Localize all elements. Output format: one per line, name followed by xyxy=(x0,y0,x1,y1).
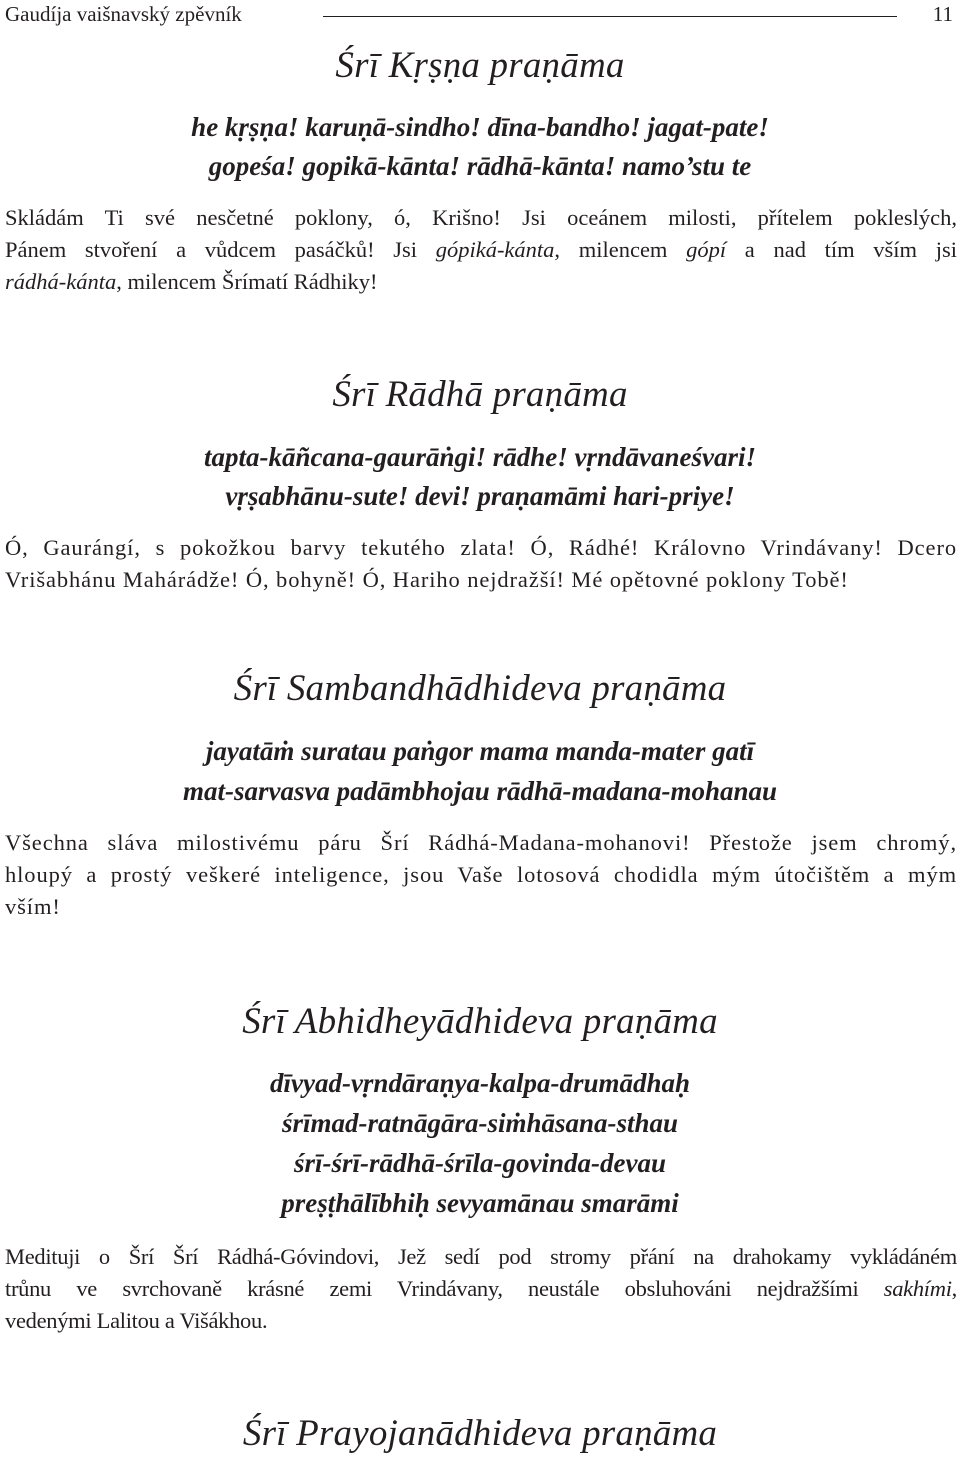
page-number: 11 xyxy=(932,2,953,26)
translation-line: Ó, Gaurángí, s pokožkou barvy tekutého zlata! Ó, Rádhé! Královno Vrindávany! Dcero xyxy=(5,535,957,560)
verse-line: śrī-śrī-rādhā-śrīla-govinda-devau xyxy=(293,1148,666,1178)
translation-line: Medituji o Šrí Šrí Rádhá-Góvindovi, Jež sedí pod stromy přání na drahokamy vykládáném xyxy=(5,1244,957,1269)
translation-paragraph xyxy=(5,202,957,298)
translation-line: vším! xyxy=(5,894,61,919)
translation-paragraph xyxy=(5,532,957,596)
translation-line: trůnu ve svrchovaně krásné zemi Vrindávany, neustále obsluhováni nejdražšími sakhími, xyxy=(5,1276,957,1301)
running-header xyxy=(5,0,955,34)
verse-line: śrīmad-ratnāgāra-siṁhāsana-sthau xyxy=(281,1108,679,1138)
verse-line: dīvyad-vṛndāraṇya-kalpa-drumādhaḥ xyxy=(269,1068,691,1098)
verse-line: preṣṭhālībhiḥ sevyamānau smarāmi xyxy=(281,1188,679,1218)
verse-line: vṛṣabhānu-sute! devi! praṇamāmi hari-priye! xyxy=(225,481,735,511)
verse-line: he kṛṣṇa! karuṇā-sindho! dīna-bandho! jagat-pate! xyxy=(191,112,769,142)
translation-line: Pánem stvoření a vůdcem pasáčků! Jsi gópiká-kánta, milencem gópí a nad tím vším jsi xyxy=(5,237,957,262)
translation-paragraph xyxy=(5,827,957,923)
translation-line: Skládám Ti své nesčetné poklony, ó, Krišno! Jsi oceánem milosti, přítelem pokleslých, xyxy=(5,205,957,230)
italic-term: rádhá-kánta xyxy=(5,269,117,294)
verse-line: mat-sarvasva padāmbhojau rādhā-madana-mohanau xyxy=(182,776,778,806)
section-heading: Śrī Abhidheyādhideva praṇāma xyxy=(242,1001,718,1042)
translation-paragraph xyxy=(5,1241,957,1337)
section-heading: Śrī Rādhā praṇāma xyxy=(332,374,628,415)
book-title: Gaudíja vaišnavský zpěvník xyxy=(5,2,242,26)
translation-line: Vrišabhánu Mahárádže! Ó, bohyně! Ó, Hariho nejdražší! Mé opětovné poklony Tobě! xyxy=(5,567,849,592)
verse-line: jayatāṁ suratau paṅgor mama manda-mater gatī xyxy=(205,736,755,766)
italic-term: gópí xyxy=(686,237,727,262)
italic-term: sakhími xyxy=(883,1276,952,1301)
section-heading: Śrī Kṛṣṇa praṇāma xyxy=(335,45,625,86)
translation-line: vedenými Lalitou a Višákhou. xyxy=(5,1308,268,1333)
verse-line: gopeśa! gopikā-kānta! rādhā-kānta! namo’stu te xyxy=(208,151,752,181)
verse-line: tapta-kāñcana-gaurāṅgi! rādhe! vṛndāvaneśvari! xyxy=(203,442,757,472)
section-heading: Śrī Sambandhādhideva praṇāma xyxy=(233,668,727,709)
section-heading: Śrī Prayojanādhideva praṇāma xyxy=(242,1413,718,1454)
translation-line: Všechna sláva milostivému páru Šrí Rádhá-Madana-mohanovi! Přestože jsem chromý, xyxy=(5,830,957,855)
translation-line: rádhá-kánta, milencem Šrímatí Rádhiky! xyxy=(5,269,378,294)
translation-line: hloupý a prostý veškeré inteligence, jsou Vaše lotosová chodidla mým útočištěm a mým xyxy=(5,862,957,887)
italic-term: gópiká-kánta xyxy=(435,237,555,262)
header-rule xyxy=(323,16,897,17)
